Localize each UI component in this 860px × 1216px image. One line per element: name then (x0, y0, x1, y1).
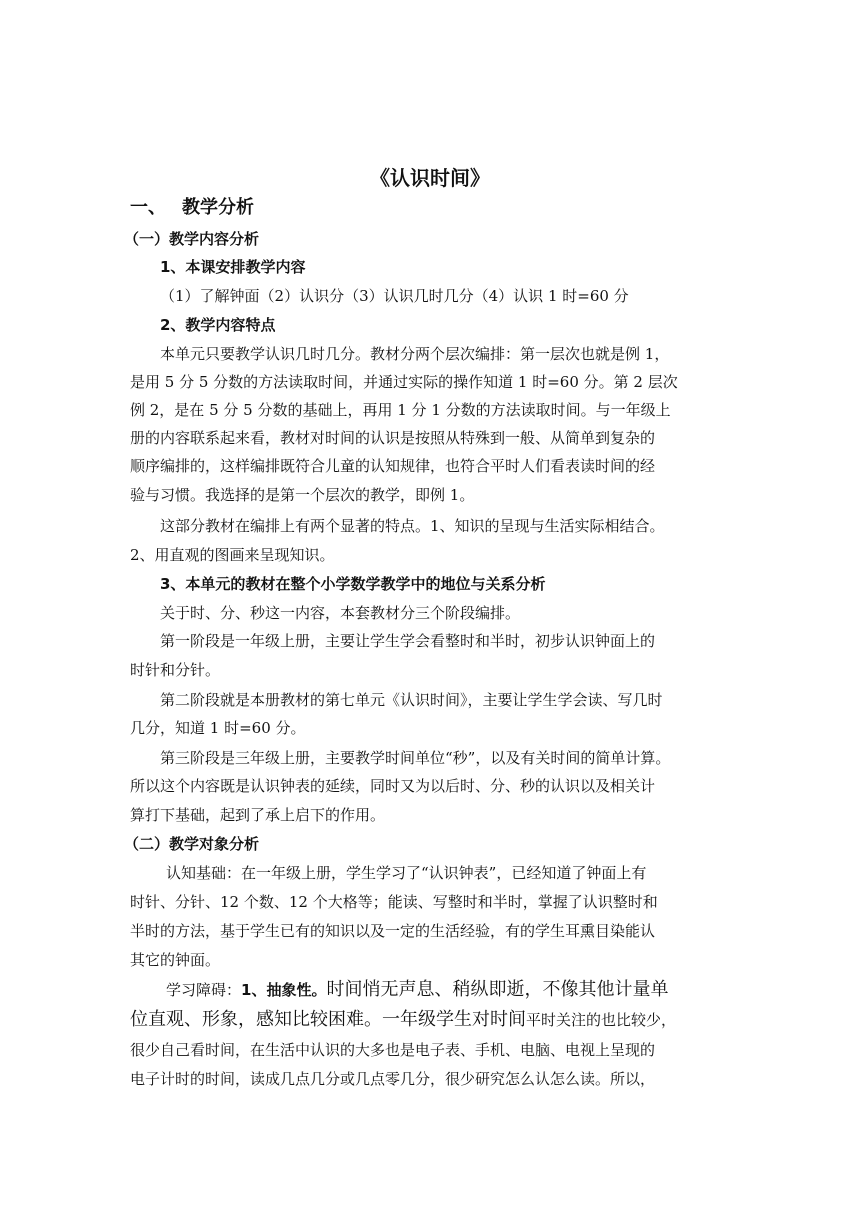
para6-line: 所以这个内容既是认识钟表的延续，同时又为以后时、分、秒的认识以及相关计 (130, 777, 656, 795)
section-number: 一、 (130, 197, 166, 218)
item-heading-1: 1、本课安排教学内容 (160, 258, 306, 276)
item-heading-2: 2、教学内容特点 (160, 316, 276, 334)
para8-rest: 时间悄无声息、稍纵即逝，不像其他计量单 (326, 979, 669, 1000)
para1-line: 本单元只要教学认识几时几分。教材分两个层次编排：第一层次也就是例 1， (160, 345, 670, 363)
para1-line: 顺序编排的，这样编排既符合儿童的认知规律，也符合平时人们看表读时间的经 (130, 457, 656, 475)
para7-line: 其它的钟面。 (130, 951, 221, 969)
para8-line2-small: 平时关注的也比较少， (526, 1011, 677, 1029)
section-label: 教学分析 (182, 197, 254, 218)
para8-line2: 位直观、形象，感知比较困难。一年级学生对时间 (130, 1009, 526, 1030)
para8-line (166, 978, 766, 1002)
para4-line: 第一阶段是一年级上册，主要让学生学会看整时和半时，初步认识钟面上的 (160, 632, 656, 650)
para1-line: 验与习惯。我选择的是第一个层次的教学，即例 1。 (130, 486, 475, 504)
para6-line: 第三阶段是三年级上册，主要教学时间单位“秒”，以及有关时间的简单计算。 (160, 749, 671, 767)
para3-line: 关于时、分、秒这一内容，本套教材分三个阶段编排。 (160, 604, 521, 622)
para8-line: 很少自己看时间，在生活中认识的大多也是电子表、手机、电脑、电视上呈现的 (130, 1041, 656, 1059)
para8-lead: 学习障碍： (166, 981, 242, 999)
para2-line: 这部分教材在编排上有两个显著的特点。1、知识的呈现与生活实际相结合。 (160, 517, 665, 535)
para1-line: 例 2，是在 5 分 5 分数的基础上，再用 1 分 1 分数的方法读取时间。与一年级上 (130, 401, 671, 419)
para7-line: 半时的方法，基于学生已有的知识以及一定的生活经验，有的学生耳熏目染能认 (130, 922, 656, 940)
para7-line: 时针、分针、12 个数、12 个大格等；能读、写整时和半时，掌握了认识整时和 (130, 893, 658, 911)
para8-line: 电子计时的时间，读成几点几分或几点零几分，很少研究怎么认怎么读。所以， (130, 1070, 656, 1088)
para1-line: 是用 5 分 5 分数的方法读取时间，并通过实际的操作知道 1 时=60 分。第 2 层次 (130, 373, 678, 391)
para8-bold: 1、抽象性。 (241, 981, 327, 999)
section-heading-1 (130, 196, 730, 220)
para2-line: 2、用直观的图画来呈现知识。 (130, 546, 335, 564)
item-1-text: （1）了解钟面（2）认识分（3）认识几时几分（4）认识 1 时=60 分 (160, 287, 629, 305)
page-title: 《认识时间》 (370, 166, 490, 190)
para4-line: 时针和分针。 (130, 661, 221, 679)
subheading-content-analysis: （一）教学内容分析 (124, 230, 260, 248)
para7-line: 认知基础：在一年级上册，学生学习了“认识钟表”，已经知道了钟面上有 (166, 864, 647, 882)
item-heading-3: 3、本单元的教材在整个小学数学教学中的地位与关系分析 (160, 575, 546, 593)
subheading-student-analysis: （二）教学对象分析 (124, 835, 260, 853)
para5-line: 第二阶段就是本册教材的第七单元《认识时间》，主要让学生学会读、写几时 (160, 691, 663, 709)
para8-line (130, 1008, 730, 1032)
para6-line: 算打下基础，起到了承上启下的作用。 (130, 806, 386, 824)
para1-line: 册的内容联系起来看，教材对时间的认识是按照从特殊到一般、从简单到复杂的 (130, 429, 656, 447)
para5-line: 几分，知道 1 时=60 分。 (130, 719, 306, 737)
